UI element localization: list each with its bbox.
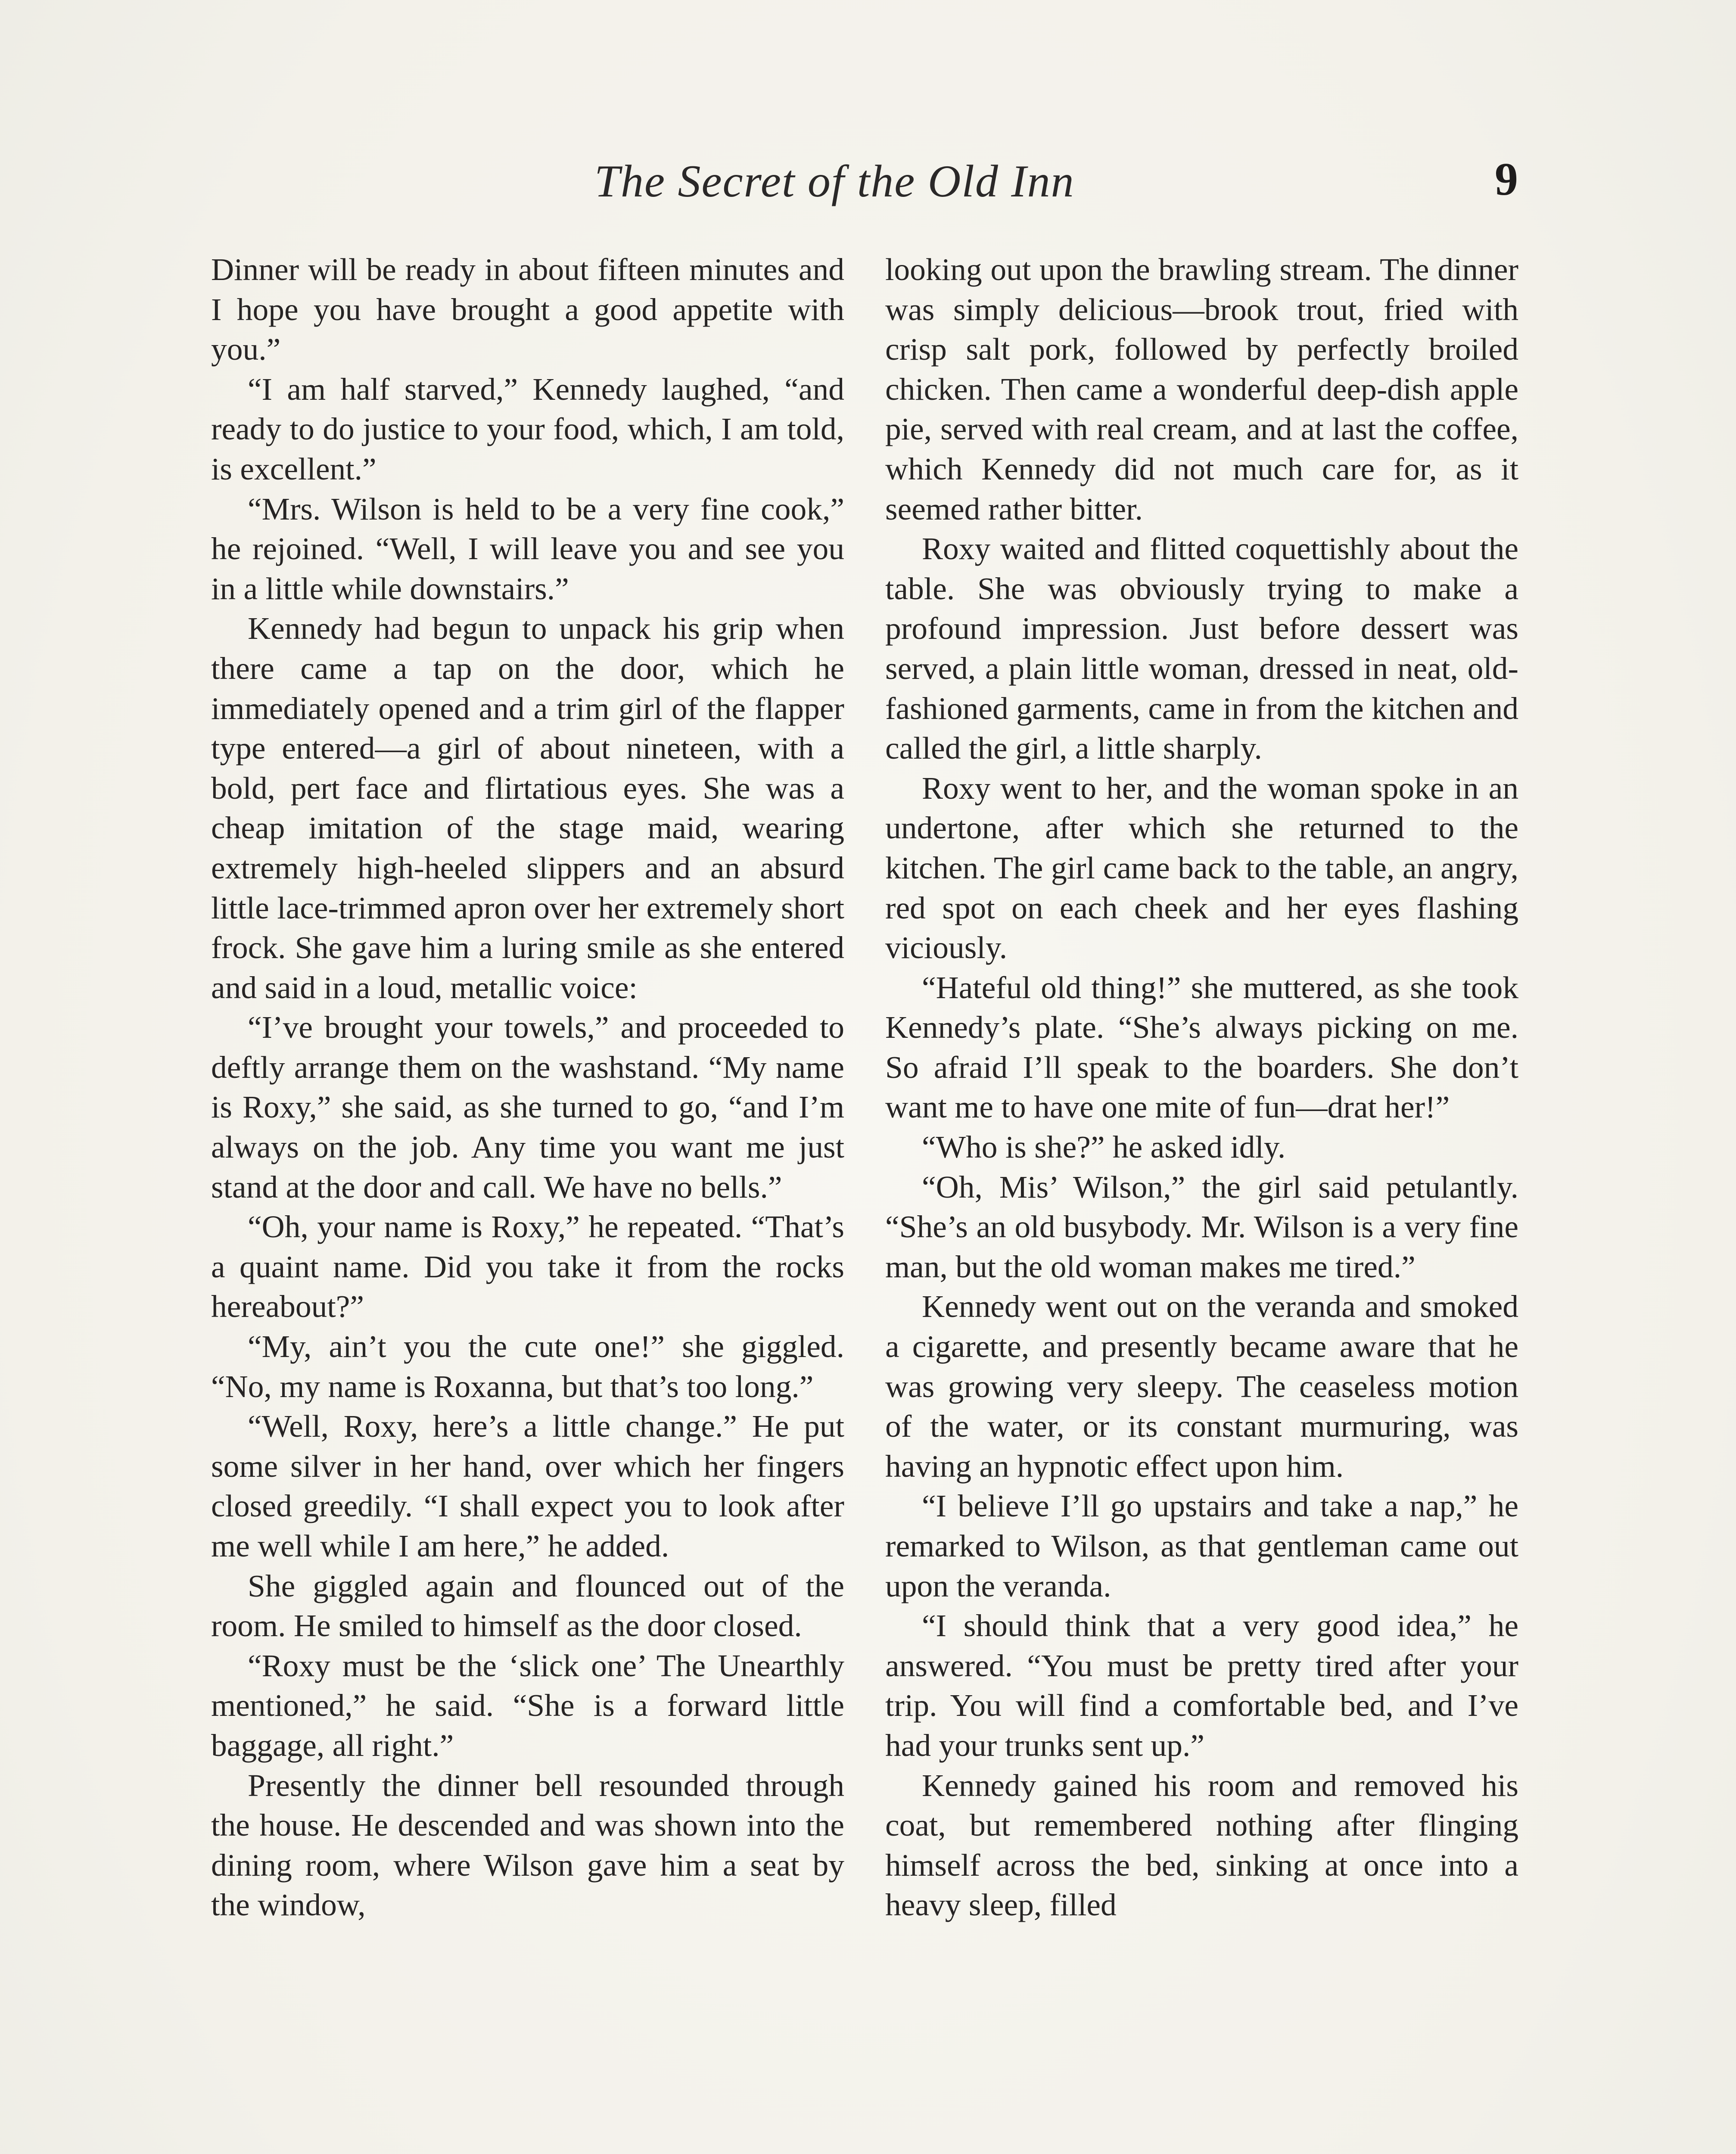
paragraph: She giggled again and flounced out of the room. He smiled to himself as the door closed. — [211, 1568, 844, 1644]
paragraph: Roxy went to her, and the woman spoke in an undertone, after which she returned to the kitchen. The girl came back to the table, an angry, red spot on each cheek and her eyes flashing viciously. — [885, 770, 1518, 965]
running-title: The Secret of the Old Inn — [594, 156, 1075, 206]
paragraph: “Roxy must be the ‘slick one’ The Unearthly mentioned,” he said. “She is a forward little baggage, all right.” — [211, 1648, 844, 1763]
page-number: 9 — [1495, 154, 1518, 205]
paragraph: “Hateful old thing!” she muttered, as she took Kennedy’s plate. “She’s always picking on me. So afraid I’ll speak to the boarders. She don’t want me to have one mite of fun—drat her!” — [885, 970, 1518, 1125]
paragraph: looking out upon the brawling stream. The dinner was simply delicious—brook trout, fried with crisp salt pork, followed by perfectly broiled chicken. Then came a wonderful deep-dish apple pie, served with real cream, and at last the coffee, which Kennedy did not much care for, as it seemed rather bitter. — [885, 252, 1518, 526]
paragraph: Kennedy had begun to unpack his grip when there came a tap on the door, which he immediately opened and a trim girl of the flapper type entered—a girl of about nineteen, with a bold, pert face and flirtatious eyes. She was a cheap imitation of the stage maid, wearing extremely high-heeled slippers and an absurd little lace-trimmed apron over her extremely short frock. She gave him a luring smile as she entered and said in a loud, metallic voice: — [211, 611, 844, 1005]
paragraph: Kennedy gained his room and removed his coat, but remembered nothing after flinging himself across the bed, sinking at once into a heavy sleep, filled — [885, 1768, 1518, 1923]
paragraph: “I am half starved,” Kennedy laughed, “and ready to do justice to your food, which, I am told, is excellent.” — [211, 371, 844, 486]
paragraph: “My, ain’t you the cute one!” she giggled. “No, my name is Roxanna, but that’s too long.” — [211, 1329, 844, 1404]
paragraph: Dinner will be ready in about fifteen minutes and I hope you have brought a good appetite with you.” — [211, 252, 844, 367]
paragraph: “I believe I’ll go upstairs and take a nap,” he remarked to Wilson, as that gentleman came out upon the veranda. — [885, 1488, 1518, 1603]
paragraph: Kennedy went out on the veranda and smoked a cigarette, and presently became aware that he was growing very sleepy. The ceaseless motion of the water, or its constant murmuring, was having an hypnotic effect upon him. — [885, 1289, 1518, 1484]
paragraph: “Well, Roxy, here’s a little change.” He put some silver in her hand, over which her fingers closed greedily. “I shall expect you to look after me well while I am here,” he added. — [211, 1409, 844, 1563]
paragraph: “Mrs. Wilson is held to be a very fine cook,” he rejoined. “Well, I will leave you and see you in a little while downstairs.” — [211, 491, 844, 606]
paragraph: Roxy waited and flitted coquettishly about the table. She was obviously trying to make a profound impression. Just before dessert was served, a plain little woman, dressed in neat, old-fashioned garments, came in from the kitchen and called the girl, a little sharply. — [885, 531, 1518, 766]
paragraph: “I’ve brought your towels,” and proceeded to deftly arrange them on the washstand. “My name is Roxy,” she said, as she turned to go, “and I’m always on the job. Any time you want me just stand at the door and call. We have no bells.” — [211, 1010, 844, 1205]
right-column — [885, 250, 1518, 1925]
paragraph: “Who is she?” he asked idly. — [922, 1130, 1286, 1165]
paragraph: “Oh, Mis’ Wilson,” the girl said petulantly. “She’s an old busybody. Mr. Wilson is a very fine man, but the old woman makes me tired.” — [885, 1169, 1518, 1284]
paragraph: Presently the dinner bell resounded through the house. He descended and was shown into the dining room, where Wilson gave him a seat by the window, — [211, 1768, 844, 1923]
left-column — [211, 250, 844, 1925]
paragraph: “Oh, your name is Roxy,” he repeated. “That’s a quaint name. Did you take it from the rocks hereabout?” — [211, 1209, 844, 1324]
paragraph: “I should think that a very good idea,” he answered. “You must be pretty tired after your trip. You will find a comfortable bed, and I’ve had your trunks sent up.” — [885, 1608, 1518, 1763]
